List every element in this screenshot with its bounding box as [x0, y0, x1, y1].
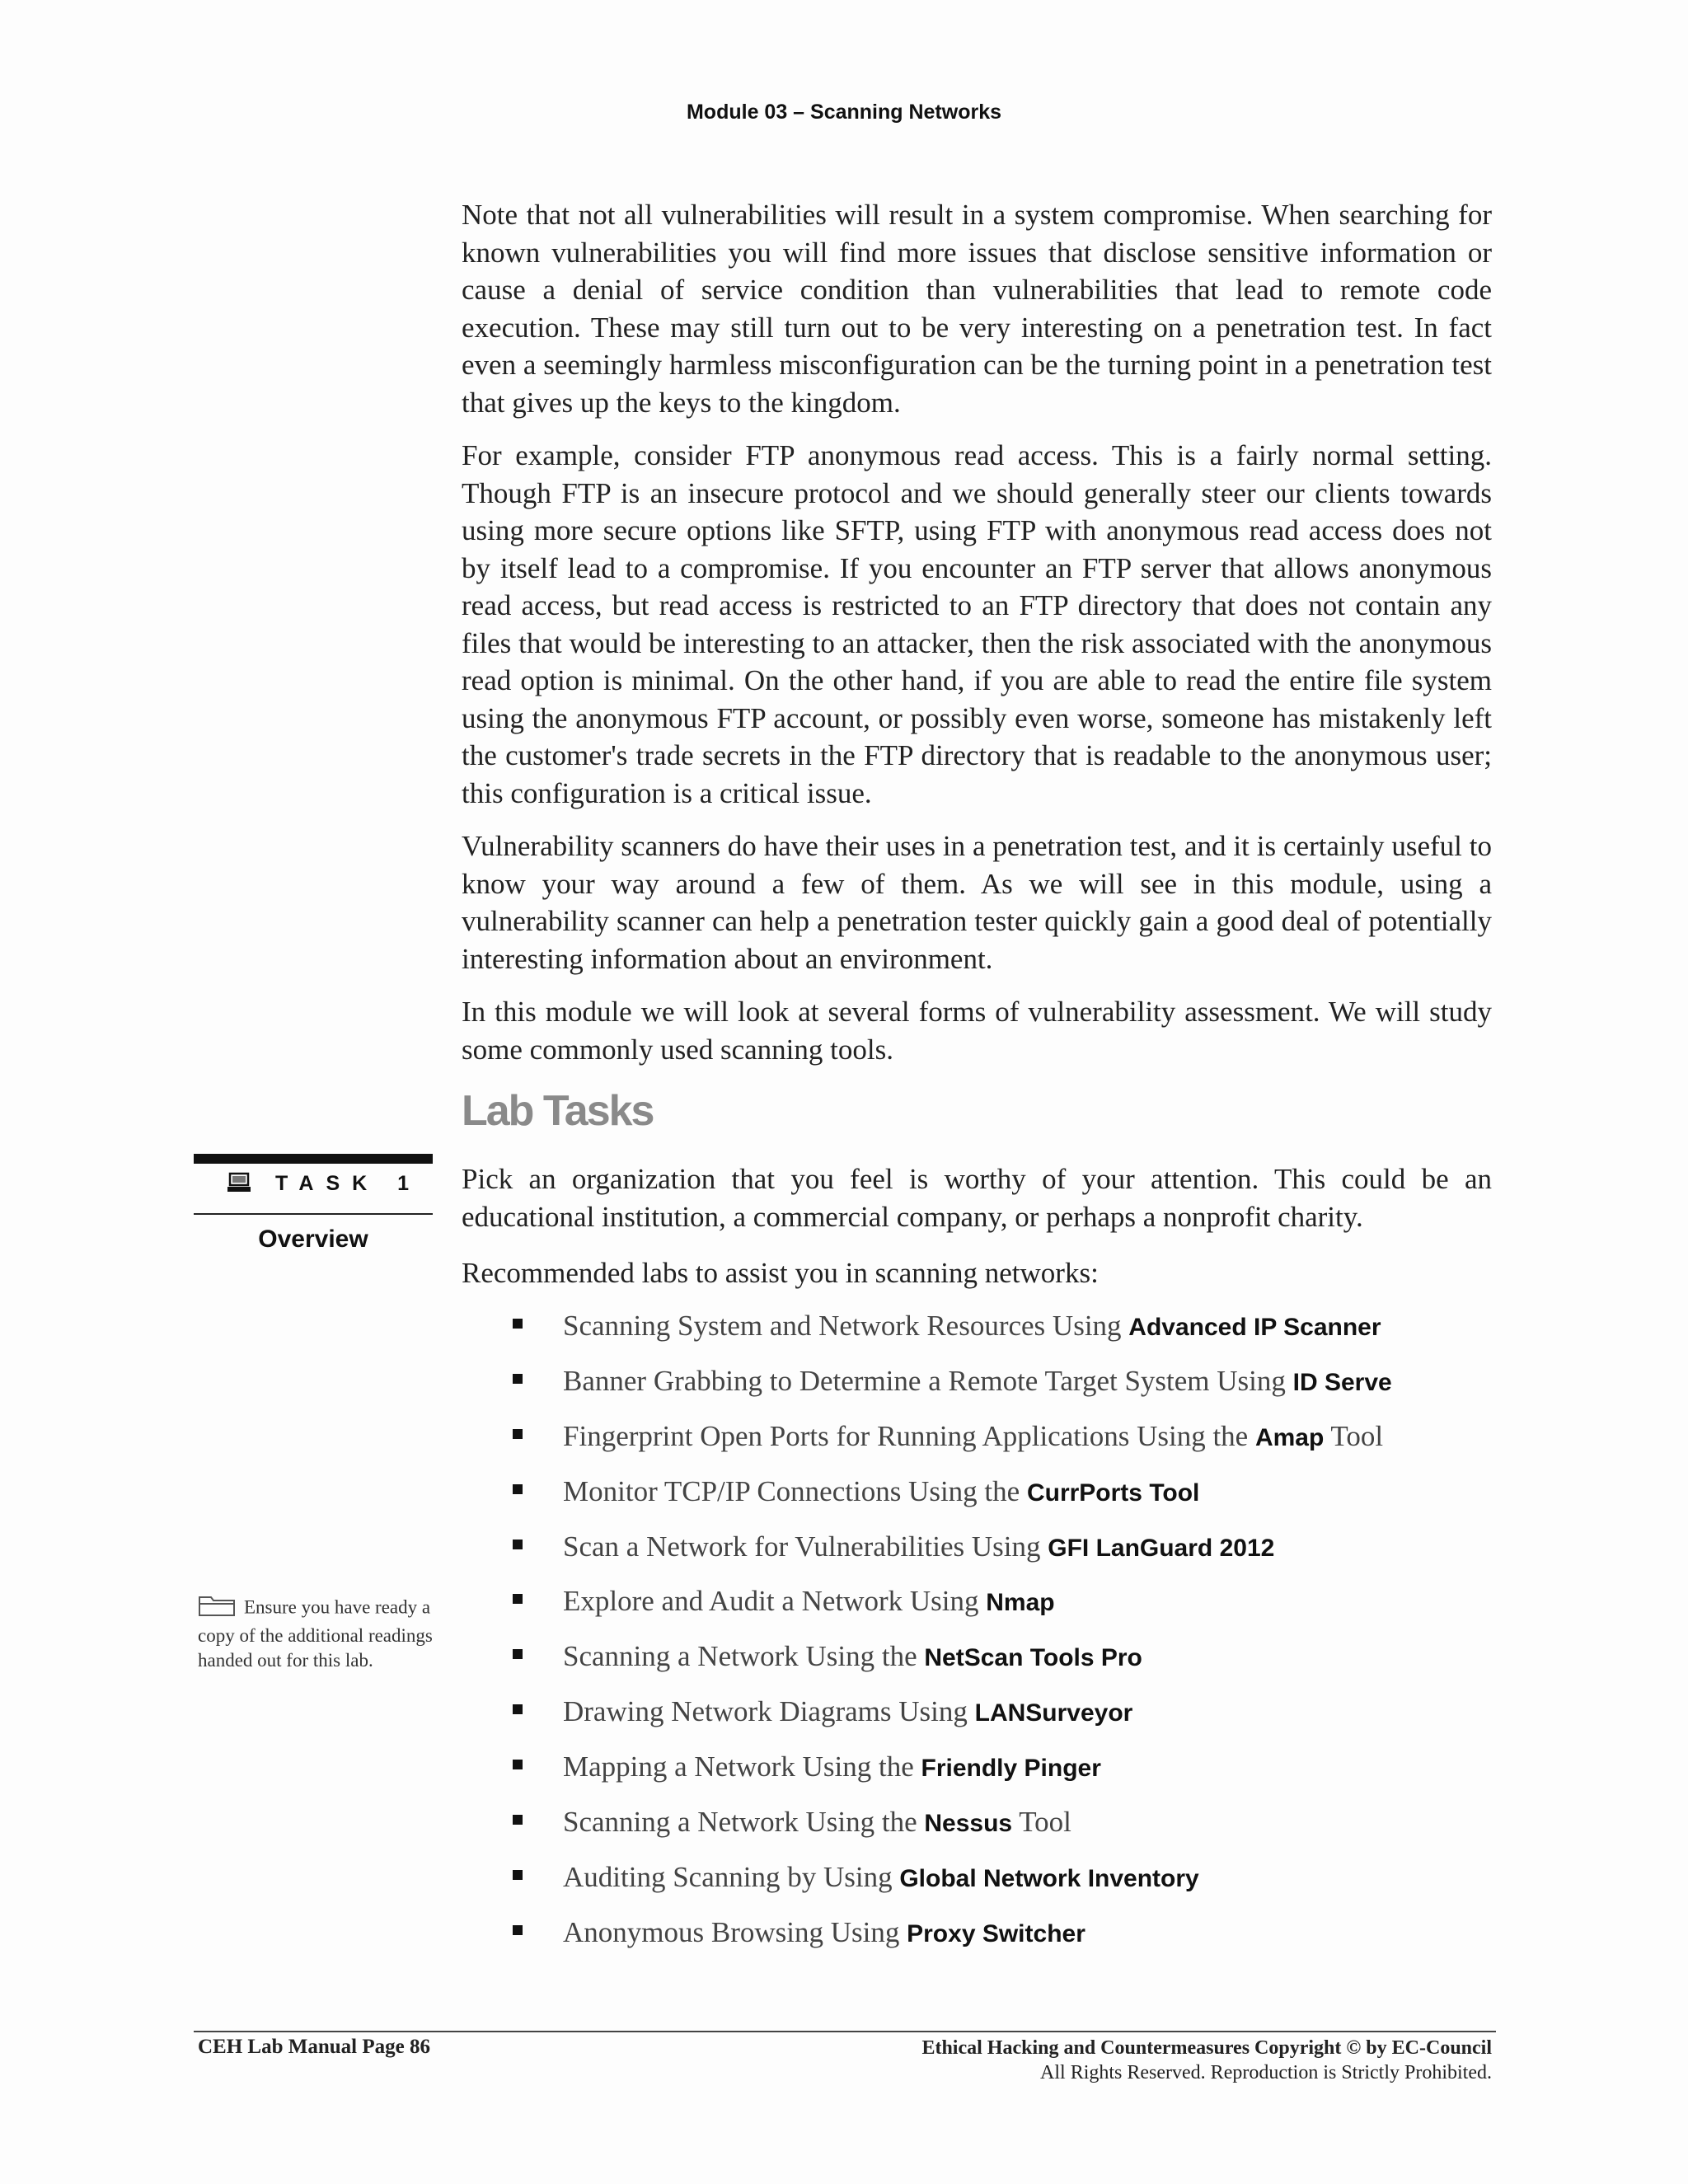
- tool-name: Nmap: [986, 1589, 1055, 1617]
- tool-name: Global Network Inventory: [899, 1864, 1199, 1892]
- bullet: [513, 1870, 523, 1880]
- tool-name: Proxy Switcher: [907, 1919, 1085, 1947]
- task-overview-label: Overview: [258, 1226, 368, 1253]
- tool-name: Amap: [1254, 1423, 1325, 1451]
- lab-suffix: Tool: [1324, 1419, 1384, 1452]
- lab-text: Mapping a Network Using the: [563, 1750, 921, 1783]
- tool-name: NetScan Tools Pro: [924, 1644, 1142, 1672]
- bullet: [513, 1704, 523, 1714]
- paragraph-intro: Note that not all vulnerabilities will result in a system compromise. When searching for known vulnerabilities you will find more issues that disclose sensitive information or cause a denial of service condition than vulnerabilities that lead to remote code execution. These may still turn out to be very interesting on a penetration test. In fact even a seemingly harmless misconfiguration can be the turning point in a penetration test that gives up the keys to the kingdom.: [462, 199, 1492, 419]
- page-header-title: Module 03 – Scanning Networks: [686, 101, 1002, 124]
- bullet: [513, 1429, 523, 1439]
- lab-text: Auditing Scanning by Using: [563, 1860, 900, 1893]
- tool-name: Friendly Pinger: [921, 1755, 1101, 1783]
- paragraph-pick-organization: Pick an organization that you feel is worthy of your attention. This could be an educational institution, a commercial company, or perhaps a nonprofit charity.: [462, 1163, 1492, 1233]
- lab-text: Monitor TCP/IP Connections Using the: [563, 1474, 1027, 1507]
- sidebar-note-text: Ensure you have ready a copy of the additional readings handed out for this lab.: [198, 1596, 433, 1671]
- tool-name: LANSurveyor: [974, 1699, 1133, 1727]
- paragraph-ftp-example: For example, consider FTP anonymous read access. This is a fairly normal setting. Though FTP is an insecure protocol and we should generally steer our clients towards using more secure options like SFTP, using FTP with anonymous read access does not by itself lead to a compromise. If you encounter an FTP server that allows anonymous read access, but read access is restricted to an FTP directory that does not contain any files that would be interesting to an attacker, then the risk associated with the anonymous read option is minimal. On the other hand, if you are able to read the entire file system using the anonymous FTP account, or possibly even worse, someone has mistakenly left the customer's trade secrets in the FTP directory that is readable to the anonymous user; this configuration is a critical issue.: [462, 439, 1492, 809]
- footer-divider: [194, 2031, 1496, 2032]
- sidebar-note: [198, 1594, 437, 1673]
- bullet: [513, 1319, 523, 1329]
- task-divider: [194, 1213, 433, 1215]
- tool-name: Advanced IP Scanner: [1128, 1314, 1381, 1341]
- footer-copyright-line2: All Rights Reserved. Reproduction is Strictly Prohibited.: [1040, 2062, 1492, 2083]
- lab-text: Scanning a Network Using the: [563, 1640, 925, 1673]
- tool-name: GFI LanGuard 2012: [1048, 1534, 1275, 1562]
- bullet: [513, 1484, 523, 1494]
- tool-name: CurrPorts Tool: [1026, 1479, 1200, 1507]
- footer-copyright: [921, 2036, 1492, 2085]
- lab-text: Scanning System and Network Resources Using: [563, 1310, 1129, 1342]
- task-header-bar: [194, 1154, 433, 1164]
- lab-text: Explore and Audit a Network Using: [563, 1585, 987, 1618]
- bullet: [513, 1925, 523, 1935]
- paragraph-module-scope: In this module we will look at several forms of vulnerability assessment. We will study some commonly used scanning tools.: [462, 996, 1492, 1066]
- task-label: TASK 1: [275, 1172, 422, 1195]
- lab-text: Fingerprint Open Ports for Running Applications Using the: [563, 1419, 1255, 1452]
- folder-icon: [198, 1594, 237, 1624]
- bullet: [513, 1649, 523, 1659]
- tool-name: ID Serve: [1292, 1368, 1392, 1396]
- paragraph-scanners: Vulnerability scanners do have their uses in a penetration test, and it is certainly useful to know your way around a few of them. As we will see in this module, using a vulnerability scanner can help a penetration tester quickly gain a good deal of potentially interesting information about an environment.: [462, 830, 1492, 975]
- bullet: [513, 1815, 523, 1825]
- lab-text: Banner Grabbing to Determine a Remote Target System Using: [563, 1364, 1293, 1397]
- paragraph-recommended-labs: Recommended labs to assist you in scanning networks:: [462, 1257, 1099, 1289]
- lab-suffix: Tool: [1012, 1806, 1071, 1839]
- bullet: [513, 1374, 523, 1384]
- lab-text: Scan a Network for Vulnerabilities Using: [563, 1530, 1048, 1563]
- bullet: [513, 1540, 523, 1549]
- lab-text: Anonymous Browsing Using: [563, 1915, 907, 1948]
- bullet: [513, 1594, 523, 1604]
- tool-name: Nessus: [924, 1810, 1013, 1838]
- lab-tasks-heading: Lab Tasks: [462, 1087, 654, 1135]
- lab-text: Scanning a Network Using the: [563, 1806, 925, 1839]
- bullet: [513, 1760, 523, 1769]
- footer-page-label: CEH Lab Manual Page 86: [198, 2036, 430, 2058]
- lab-text: Drawing Network Diagrams Using: [563, 1695, 975, 1728]
- laptop-icon: [227, 1172, 251, 1197]
- footer-copyright-line1: Ethical Hacking and Countermeasures Copyright © by EC-Council: [921, 2037, 1492, 2059]
